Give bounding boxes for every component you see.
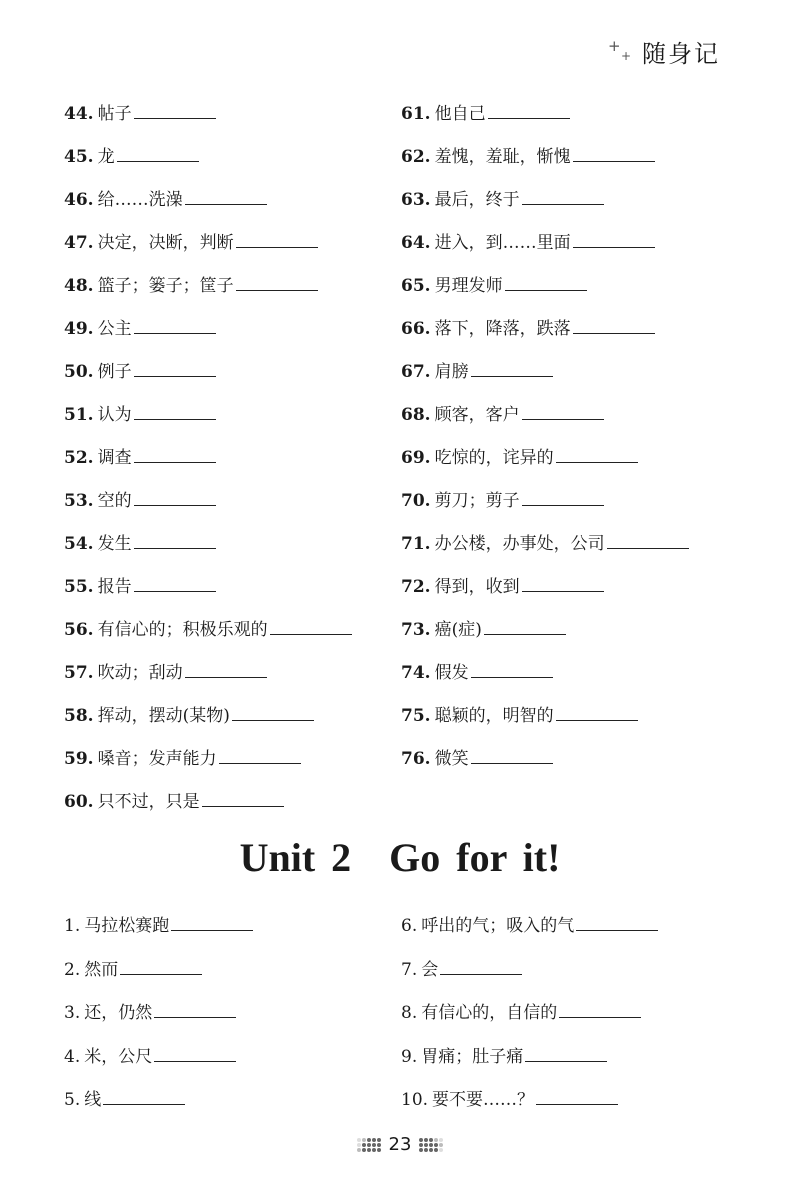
item-number: 60. (64, 792, 94, 812)
answer-blank[interactable] (556, 461, 638, 463)
item-prompt: 微笑 (434, 749, 469, 769)
vocab-item (64, 185, 401, 210)
vocab-item (64, 1085, 401, 1110)
vocab-item (64, 486, 401, 511)
vocab-item (64, 615, 401, 640)
answer-blank[interactable] (232, 719, 314, 721)
answer-blank[interactable] (236, 289, 318, 291)
answer-blank[interactable] (488, 117, 570, 119)
vocab-item (401, 314, 754, 339)
vocab-row (64, 563, 754, 606)
item-prompt: 例子 (97, 362, 132, 382)
item-number: 52. (64, 448, 94, 468)
answer-blank[interactable] (103, 1103, 185, 1105)
vocab-item (401, 701, 754, 726)
item-number: 48. (64, 276, 94, 296)
answer-blank[interactable] (522, 504, 604, 506)
answer-blank[interactable] (522, 418, 604, 420)
vocab-row (64, 1033, 754, 1077)
item-prompt: 会 (421, 959, 439, 980)
item-prompt: 进入，到……里面 (434, 233, 571, 253)
vocab-list-unit2 (64, 902, 754, 1120)
vocab-row (64, 649, 754, 692)
answer-blank[interactable] (484, 633, 566, 635)
vocab-list-unit1 (64, 90, 754, 821)
vocab-row (64, 176, 754, 219)
item-number: 55. (64, 577, 94, 597)
vocab-row (64, 434, 754, 477)
vocab-item (401, 615, 754, 640)
answer-blank[interactable] (522, 590, 604, 592)
vocab-row (64, 902, 754, 946)
vocab-item (401, 228, 754, 253)
item-number: 6. (401, 916, 418, 937)
answer-blank[interactable] (154, 1060, 236, 1062)
answer-blank[interactable] (556, 719, 638, 721)
vocab-item (401, 142, 754, 167)
item-prompt: 假发 (434, 663, 469, 683)
vocab-item (64, 142, 401, 167)
item-prompt: 呼出的气；吸入的气 (421, 916, 575, 937)
vocab-item (64, 443, 401, 468)
item-number: 63. (401, 190, 431, 210)
answer-blank[interactable] (171, 929, 253, 931)
item-prompt: 发生 (97, 534, 132, 554)
item-number: 67. (401, 362, 431, 382)
item-prompt: 马拉松赛跑 (84, 916, 170, 937)
item-prompt: 决定，决断，判断 (97, 233, 234, 253)
vocab-item (64, 701, 401, 726)
item-number: 10. (401, 1090, 429, 1111)
answer-blank[interactable] (134, 332, 216, 334)
answer-blank[interactable] (525, 1060, 607, 1062)
vocab-row (64, 946, 754, 990)
item-prompt: 报告 (97, 577, 132, 597)
item-number: 72. (401, 577, 431, 597)
item-prompt: 给……洗澡 (97, 190, 183, 210)
vocab-row (64, 989, 754, 1033)
answer-blank[interactable] (134, 375, 216, 377)
vocab-row (64, 262, 754, 305)
vocab-item (401, 1042, 754, 1067)
vocab-item (401, 185, 754, 210)
item-number: 58. (64, 706, 94, 726)
item-prompt: 挥动，摆动(某物) (97, 706, 230, 726)
vocab-item (401, 1085, 754, 1110)
item-number: 65. (401, 276, 431, 296)
vocab-row (64, 735, 754, 778)
vocab-row (64, 348, 754, 391)
item-number: 56. (64, 620, 94, 640)
item-prompt: 空的 (97, 491, 132, 511)
answer-blank[interactable] (185, 676, 267, 678)
item-number: 49. (64, 319, 94, 339)
item-number: 57. (64, 663, 94, 683)
item-number: 68. (401, 405, 431, 425)
answer-blank[interactable] (117, 160, 199, 162)
vocab-item (401, 998, 754, 1023)
answer-blank[interactable] (440, 973, 522, 975)
answer-blank[interactable] (559, 1016, 641, 1018)
vocab-item (401, 400, 754, 425)
item-prompt: 帖子 (97, 104, 132, 124)
vocab-row (64, 692, 754, 735)
vocab-row (64, 90, 754, 133)
page-footer (0, 1134, 800, 1155)
vocab-item (64, 658, 401, 683)
item-number: 2. (64, 959, 81, 980)
item-prompt: 男理发师 (434, 276, 503, 296)
vocab-row (64, 606, 754, 649)
vocab-item (64, 357, 401, 382)
answer-blank[interactable] (573, 332, 655, 334)
item-prompt: 聪颖的，明智的 (434, 706, 554, 726)
answer-blank[interactable] (185, 203, 267, 205)
vocab-row (64, 477, 754, 520)
item-prompt: 龙 (97, 147, 115, 167)
item-prompt: 癌(症) (434, 620, 482, 640)
item-prompt: 只不过，只是 (97, 792, 200, 812)
answer-blank[interactable] (134, 590, 216, 592)
vocab-item (64, 400, 401, 425)
answer-blank[interactable] (154, 1016, 236, 1018)
item-number: 46. (64, 190, 94, 210)
item-number: 44. (64, 104, 94, 124)
unit-number: Unit 2 (239, 835, 352, 880)
item-number: 69. (401, 448, 431, 468)
item-number: 64. (401, 233, 431, 253)
answer-blank[interactable] (471, 375, 553, 377)
item-number: 9. (401, 1046, 418, 1067)
answer-blank[interactable] (573, 160, 655, 162)
item-prompt: 顾客，客户 (434, 405, 520, 425)
item-prompt: 还，仍然 (84, 1003, 153, 1024)
item-prompt: 吹动；刮动 (97, 663, 183, 683)
item-prompt: 篮子；篓子；筐子 (97, 276, 234, 296)
item-number: 76. (401, 749, 431, 769)
answer-blank[interactable] (607, 547, 689, 549)
item-prompt: 肩膀 (434, 362, 469, 382)
item-prompt: 嗓音；发声能力 (97, 749, 217, 769)
answer-blank[interactable] (236, 246, 318, 248)
vocab-item (401, 486, 754, 511)
item-prompt: 办公楼，办事处，公司 (434, 534, 605, 554)
item-prompt: 落下，降落，跌落 (434, 319, 571, 339)
answer-blank[interactable] (134, 117, 216, 119)
vocab-item (401, 99, 754, 124)
vocab-item (64, 955, 401, 980)
answer-blank[interactable] (471, 676, 553, 678)
answer-blank[interactable] (471, 762, 553, 764)
answer-blank[interactable] (134, 504, 216, 506)
vocab-item (401, 443, 754, 468)
vocab-item (64, 228, 401, 253)
item-number: 66. (401, 319, 431, 339)
answer-blank[interactable] (573, 246, 655, 248)
item-prompt: 米，公尺 (84, 1046, 153, 1067)
vocab-item (401, 572, 754, 597)
item-number: 4. (64, 1046, 81, 1067)
vocab-item (401, 658, 754, 683)
item-prompt: 线 (84, 1090, 102, 1111)
item-number: 61. (401, 104, 431, 124)
vocab-row (64, 391, 754, 434)
page-number: 23 (388, 1134, 412, 1155)
item-prompt: 胃痛；肚子痛 (421, 1046, 524, 1067)
dots-decoration-icon (419, 1138, 443, 1152)
item-prompt: 他自己 (434, 104, 486, 124)
item-number: 45. (64, 147, 94, 167)
item-prompt: 认为 (97, 405, 132, 425)
vocab-item (401, 955, 754, 980)
item-number: 74. (401, 663, 431, 683)
vocab-item (64, 787, 401, 812)
header-title: 随身记 (642, 40, 720, 68)
item-number: 5. (64, 1090, 81, 1111)
answer-blank[interactable] (134, 461, 216, 463)
vocab-item (401, 357, 754, 382)
answer-blank[interactable] (219, 762, 301, 764)
item-prompt: 有信心的；积极乐观的 (97, 620, 268, 640)
item-prompt: 要不要……？ (432, 1090, 535, 1111)
vocab-row (64, 219, 754, 262)
answer-blank[interactable] (134, 418, 216, 420)
answer-blank[interactable] (270, 633, 352, 635)
vocab-item (64, 744, 401, 769)
item-number: 51. (64, 405, 94, 425)
item-number: 71. (401, 534, 431, 554)
vocab-row (64, 520, 754, 563)
vocab-item (64, 998, 401, 1023)
vocab-item (64, 271, 401, 296)
unit-name: Go for it! (389, 835, 561, 880)
item-number: 7. (401, 959, 418, 980)
item-number: 50. (64, 362, 94, 382)
answer-blank[interactable] (505, 289, 587, 291)
answer-blank[interactable] (536, 1103, 618, 1105)
item-prompt: 羞愧，羞耻，惭愧 (434, 147, 571, 167)
item-number: 3. (64, 1003, 81, 1024)
item-number: 53. (64, 491, 94, 511)
answer-blank[interactable] (134, 547, 216, 549)
vocab-item (64, 572, 401, 597)
item-number: 75. (401, 706, 431, 726)
item-number: 73. (401, 620, 431, 640)
item-number: 1. (64, 916, 81, 937)
item-number: 70. (401, 491, 431, 511)
vocab-row (64, 1076, 754, 1120)
answer-blank[interactable] (120, 973, 202, 975)
answer-blank[interactable] (522, 203, 604, 205)
item-number: 59. (64, 749, 94, 769)
vocab-item (64, 529, 401, 554)
sparkle-icon: + + (608, 36, 632, 63)
answer-blank[interactable] (202, 805, 284, 807)
vocab-item (64, 314, 401, 339)
item-prompt: 调查 (97, 448, 132, 468)
item-prompt: 吃惊的，诧异的 (434, 448, 554, 468)
vocab-item (401, 271, 754, 296)
vocab-item (401, 529, 754, 554)
vocab-row (64, 133, 754, 176)
item-number: 47. (64, 233, 94, 253)
item-prompt: 然而 (84, 959, 119, 980)
vocab-item (401, 911, 754, 936)
item-number: 62. (401, 147, 431, 167)
item-prompt: 有信心的，自信的 (421, 1003, 558, 1024)
unit-title (0, 834, 800, 881)
item-prompt: 最后，终于 (434, 190, 520, 210)
vocab-item (401, 744, 754, 769)
item-number: 8. (401, 1003, 418, 1024)
header-mark (606, 34, 720, 69)
vocab-item (64, 1042, 401, 1067)
answer-blank[interactable] (576, 929, 658, 931)
vocab-item (64, 911, 401, 936)
item-prompt: 得到，收到 (434, 577, 520, 597)
vocab-row (64, 305, 754, 348)
vocab-row (64, 778, 754, 821)
item-prompt: 剪刀；剪子 (434, 491, 520, 511)
vocab-item (64, 99, 401, 124)
item-prompt: 公主 (97, 319, 132, 339)
dots-decoration-icon (357, 1138, 381, 1152)
item-number: 54. (64, 534, 94, 554)
